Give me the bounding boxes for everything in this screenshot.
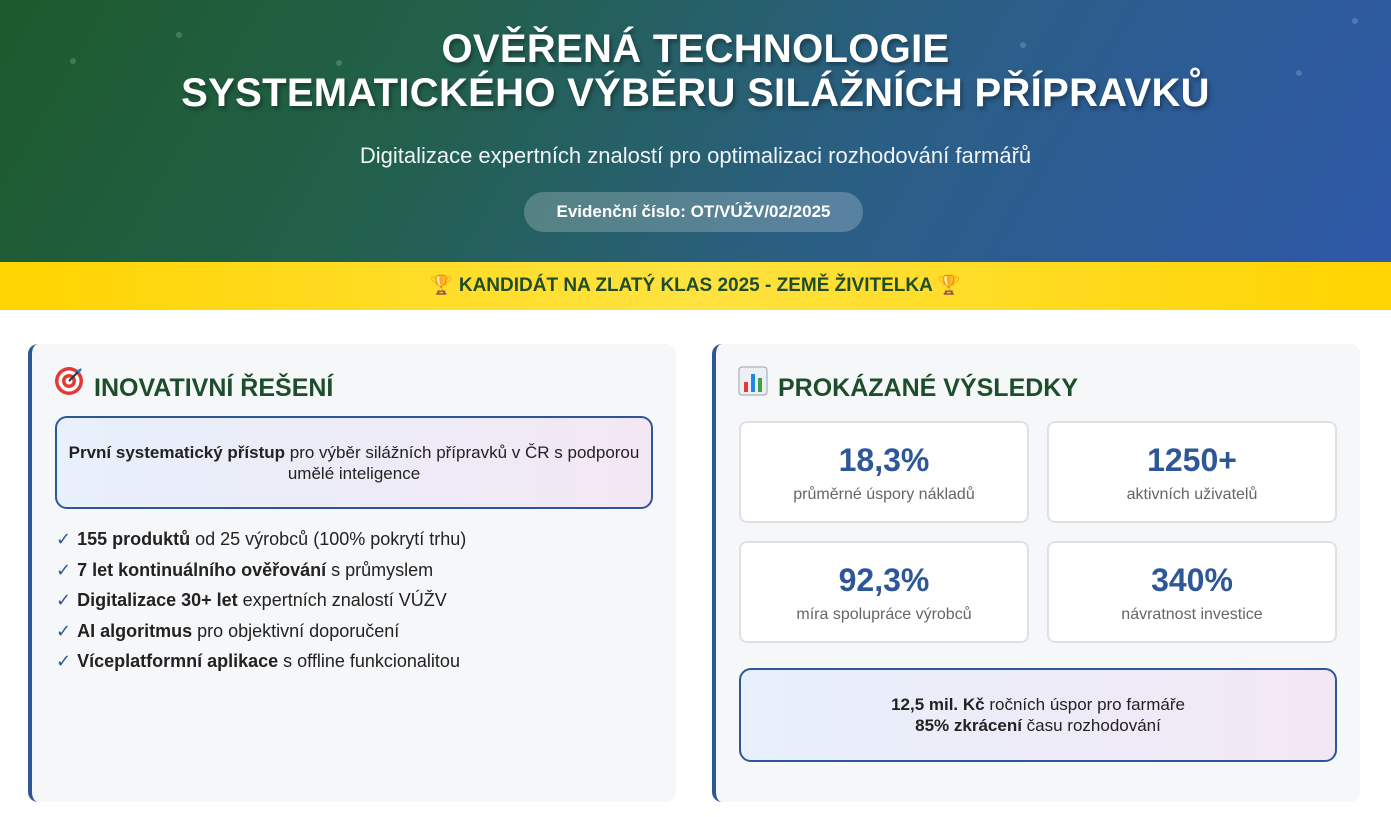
item-text: od 25 výrobců (100% pokrytí trhu): [190, 529, 467, 549]
list-item: [56, 585, 466, 616]
results-panel: [712, 344, 1360, 802]
results-title: PROKÁZANÉ VÝSLEDKY: [778, 374, 1079, 402]
item-bold: 155 produktů: [77, 529, 191, 549]
summary-bold: 12,5 mil. Kč: [891, 695, 985, 714]
stat-card: [739, 541, 1029, 643]
item-text: s průmyslem: [326, 559, 434, 580]
stat-value: 92,3%: [838, 562, 930, 598]
decor-dot: [1352, 18, 1358, 24]
results-summary-box: [739, 668, 1337, 762]
registration-badge: Evidenční číslo: OT/VÚŽV/02/2025: [524, 192, 863, 232]
check-icon: ✓: [56, 651, 72, 671]
summary-text: ročních úspor pro farmáře: [984, 695, 1185, 714]
highlight-bold: První systematický přístup: [68, 443, 286, 462]
check-icon: ✓: [56, 590, 72, 610]
title-line-2: SYSTEMATICKÉHO VÝBĚRU SILÁŽNÍCH PŘÍPRAVKŮ: [181, 71, 1210, 115]
results-heading: [738, 366, 1078, 404]
stat-value: 1250+: [1147, 442, 1237, 478]
stat-label: aktivních uživatelů: [1126, 486, 1258, 503]
list-item: [56, 524, 466, 555]
innovation-panel: [28, 344, 676, 802]
stat-label: návratnost investice: [1121, 606, 1263, 623]
innovation-highlight-box: [55, 416, 653, 509]
bar-chart-icon: [738, 366, 772, 404]
summary-line-1: [741, 694, 1335, 715]
feature-list: [56, 524, 466, 677]
list-item: [56, 555, 466, 586]
award-text: KANDIDÁT NA ZLATÝ KLAS 2025 - ZEMĚ ŽIVITELKA: [458, 275, 933, 296]
item-bold: Víceplatformní aplikace: [77, 651, 279, 671]
stat-label: míra spolupráce výrobců: [796, 606, 972, 623]
check-icon: ✓: [56, 620, 72, 641]
item-text: pro objektivní doporučení: [192, 620, 400, 641]
item-bold: Digitalizace 30+ let: [77, 590, 238, 610]
trophy-icon: 🏆: [937, 275, 962, 296]
title-line-1: OVĚŘENÁ TECHNOLOGIE: [441, 27, 950, 71]
innovation-heading: [54, 366, 333, 404]
award-banner: [0, 262, 1391, 310]
target-icon: [54, 366, 88, 404]
summary-line-2: [741, 715, 1335, 736]
item-text: expertních znalostí VÚŽV: [237, 590, 447, 610]
check-icon: ✓: [56, 529, 72, 549]
item-bold: 7 let kontinuálního ověřování: [77, 559, 327, 580]
trophy-icon: 🏆: [429, 275, 454, 296]
check-icon: ✓: [56, 559, 72, 580]
list-item: [56, 646, 466, 677]
stat-card: [739, 421, 1029, 523]
stat-card: [1047, 541, 1337, 643]
stat-value: 18,3%: [838, 442, 930, 478]
stat-label: průměrné úspory nákladů: [793, 486, 975, 503]
highlight-text: pro výběr silážních přípravků v ČR s podporou umělé inteligence: [285, 443, 640, 483]
item-text: s offline funkcionalitou: [278, 651, 460, 671]
stat-value: 340%: [1151, 562, 1233, 598]
summary-bold: 85% zkrácení: [915, 716, 1022, 735]
page-title: [0, 27, 1391, 115]
hero-header: [0, 0, 1391, 262]
item-bold: AI algoritmus: [77, 620, 193, 641]
page-subtitle: Digitalizace expertních znalostí pro optimalizaci rozhodování farmářů: [359, 143, 1032, 168]
list-item: [56, 616, 466, 647]
innovation-title: INOVATIVNÍ ŘEŠENÍ: [94, 374, 334, 402]
summary-text: času rozhodování: [1021, 716, 1161, 735]
stat-card: [1047, 421, 1337, 523]
